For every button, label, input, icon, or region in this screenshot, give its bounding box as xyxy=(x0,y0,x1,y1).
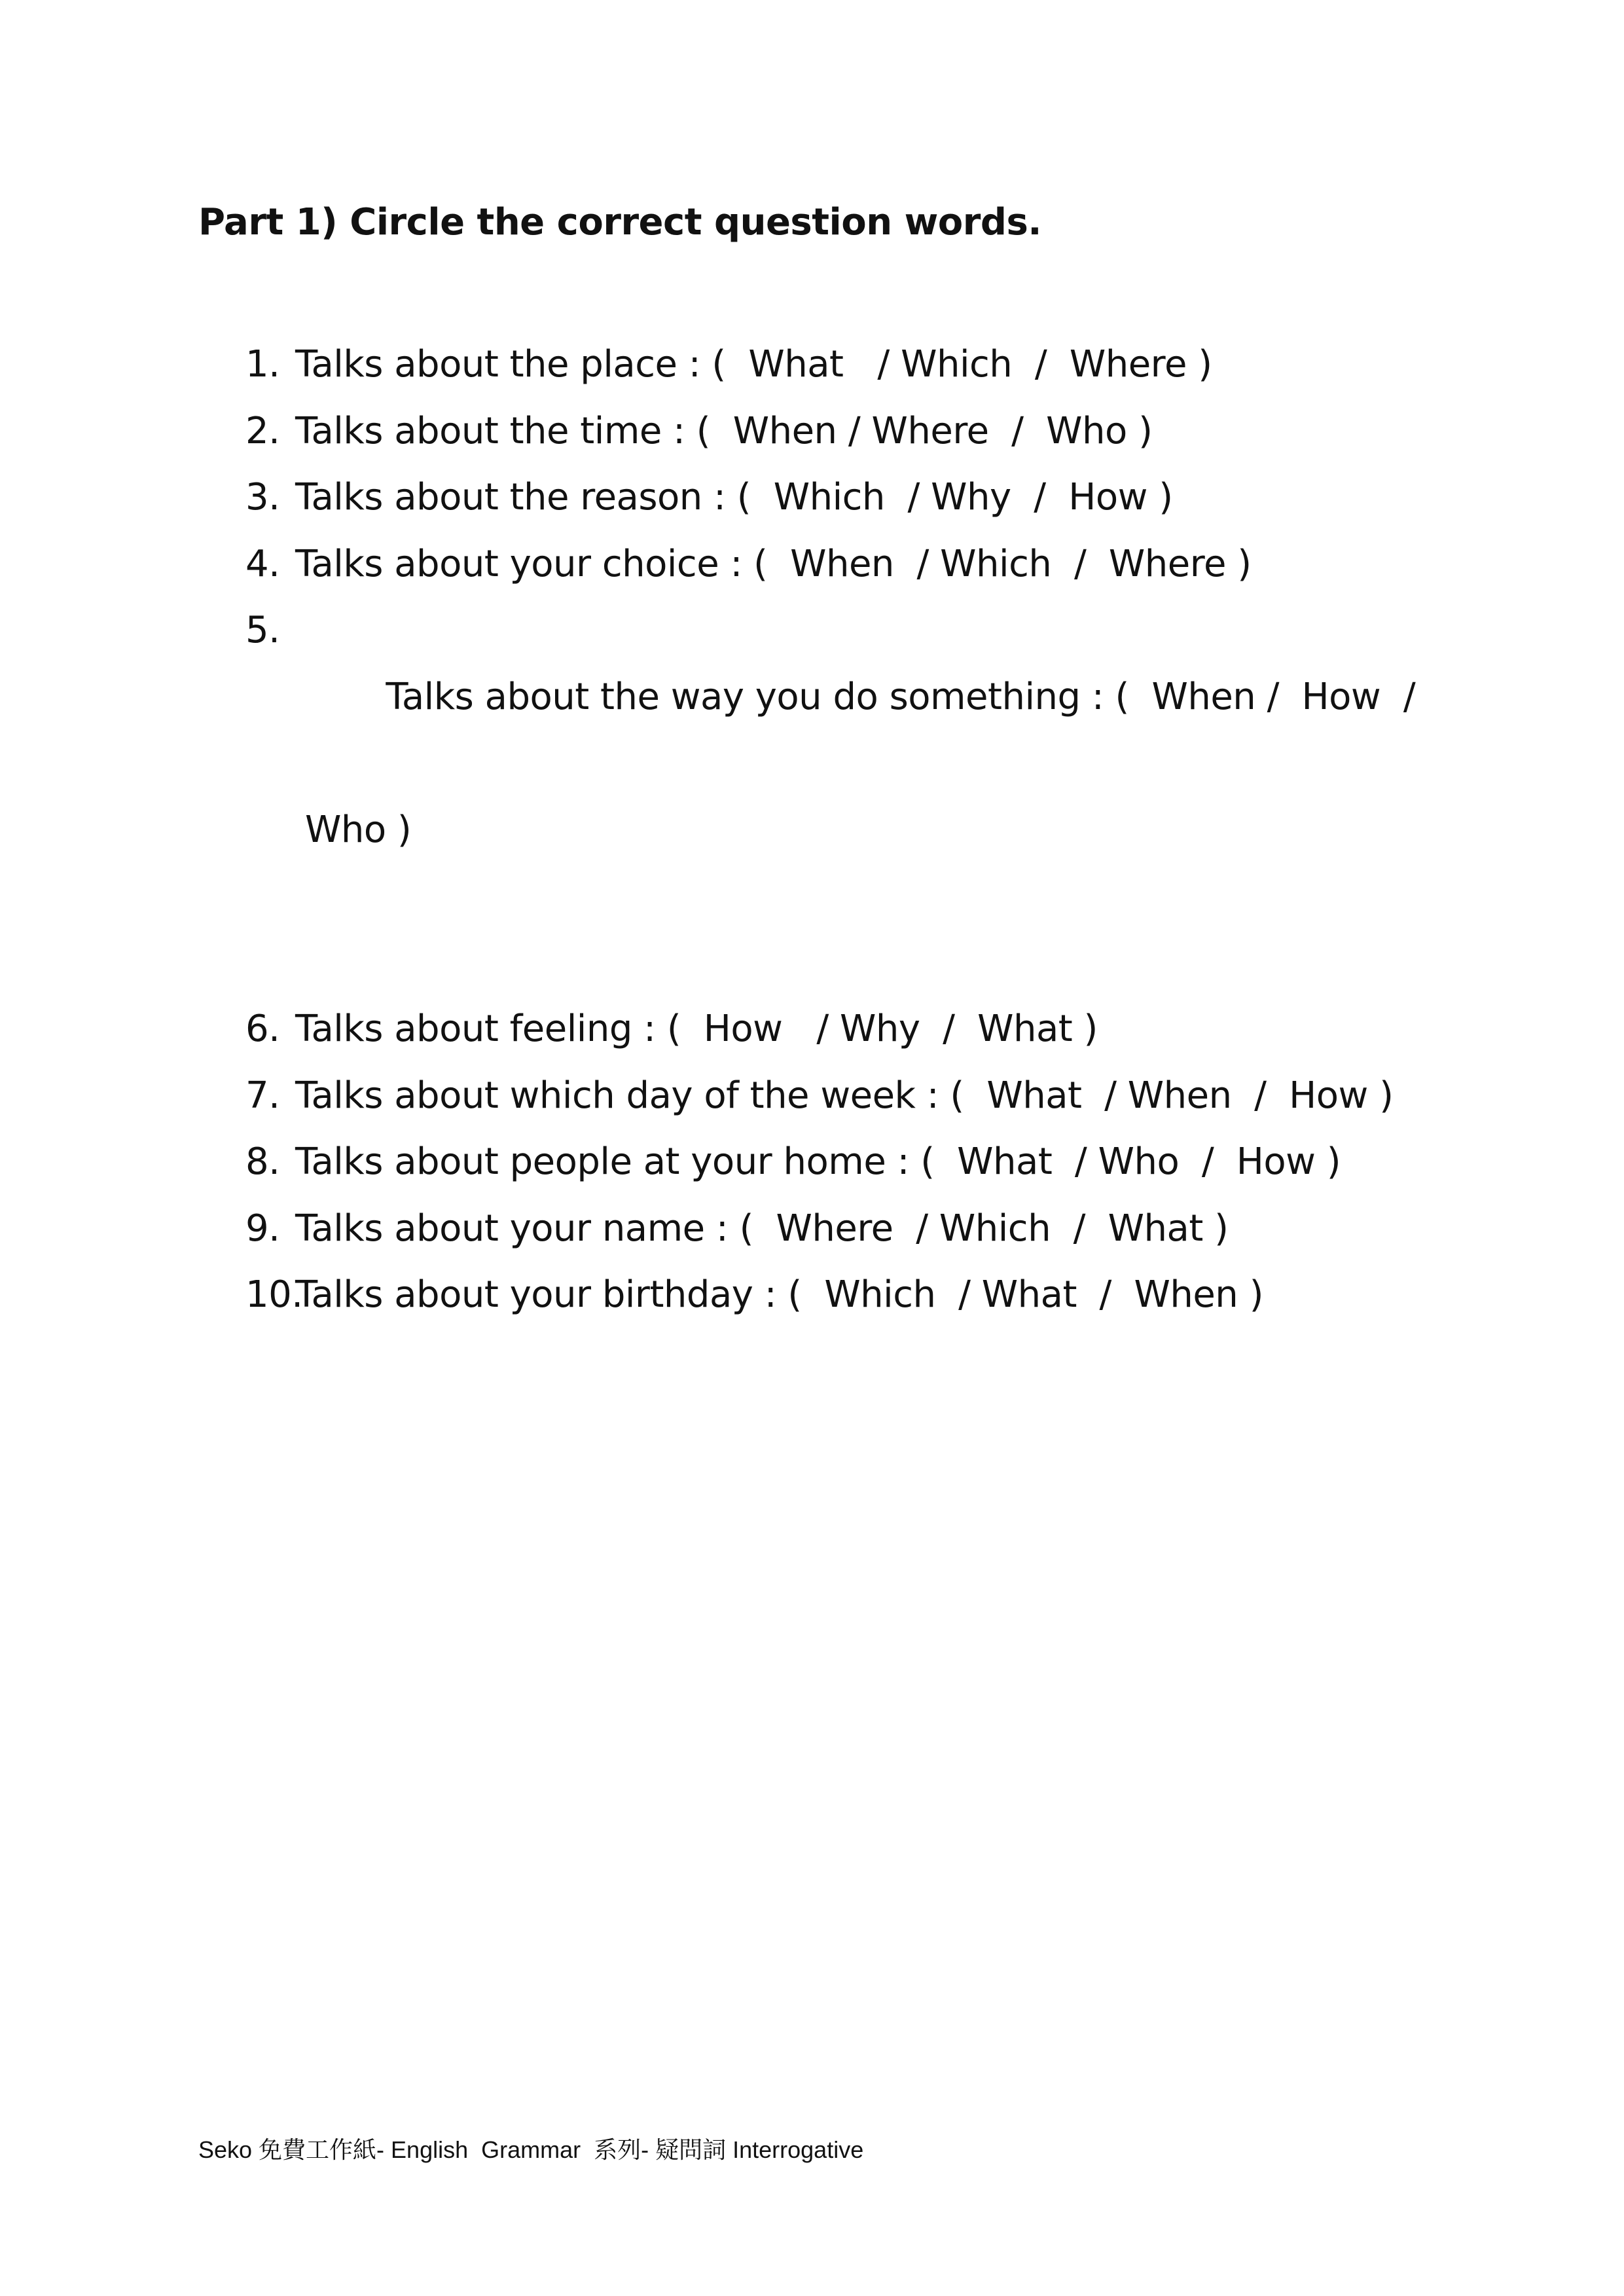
question-text: Talks about people at your home : ( What / Who / How ) xyxy=(295,1140,1341,1183)
question-item-9 xyxy=(245,1195,1424,1262)
question-item-5 xyxy=(245,597,1424,996)
question-text: Talks about your name : ( Where / Which / What ) xyxy=(295,1207,1229,1250)
page-footer: Seko 免費工作紙- English Grammar 系列- 疑問詞 Interrogative xyxy=(198,2136,864,2163)
question-number: 10. xyxy=(245,1273,303,1316)
question-number: 2. xyxy=(245,409,280,452)
question-item-7 xyxy=(245,1063,1424,1129)
question-number: 3. xyxy=(245,476,280,519)
question-item-8 xyxy=(245,1129,1424,1195)
question-number: 8. xyxy=(245,1140,280,1183)
question-list xyxy=(245,331,1424,1328)
question-number: 4. xyxy=(245,542,280,585)
question-text: Talks about your birthday : ( Which / What / When ) xyxy=(295,1273,1263,1316)
question-item-3 xyxy=(245,464,1424,531)
question-text-continuation: Who ) xyxy=(305,808,412,851)
question-number: 9. xyxy=(245,1207,280,1250)
question-text: Talks about the place : ( What / Which / Where ) xyxy=(295,343,1212,386)
question-text: Talks about feeling : ( How / Why / What ) xyxy=(295,1008,1098,1050)
question-text: Talks about the time : ( When / Where / Who ) xyxy=(295,409,1153,452)
question-number: 7. xyxy=(245,1074,280,1117)
question-text: Talks about the reason : ( Which / Why / How ) xyxy=(295,476,1173,519)
question-text: Talks about which day of the week : ( What / When / How ) xyxy=(295,1074,1394,1117)
question-text: Talks about your choice : ( When / Which / Where ) xyxy=(295,542,1252,585)
question-item-4 xyxy=(245,531,1424,598)
question-item-1 xyxy=(245,331,1424,398)
question-number: 1. xyxy=(245,343,280,386)
question-number: 6. xyxy=(245,1008,280,1050)
question-number: 5. xyxy=(245,609,280,651)
question-item-6 xyxy=(245,996,1424,1063)
part-1-heading: Part 1) Circle the correct question words. xyxy=(198,201,1042,244)
question-item-10 xyxy=(245,1262,1424,1328)
question-text: Talks about the way you do something : ( When / How / xyxy=(386,675,1416,718)
question-text-wrapper xyxy=(295,597,1415,996)
question-item-2 xyxy=(245,398,1424,465)
